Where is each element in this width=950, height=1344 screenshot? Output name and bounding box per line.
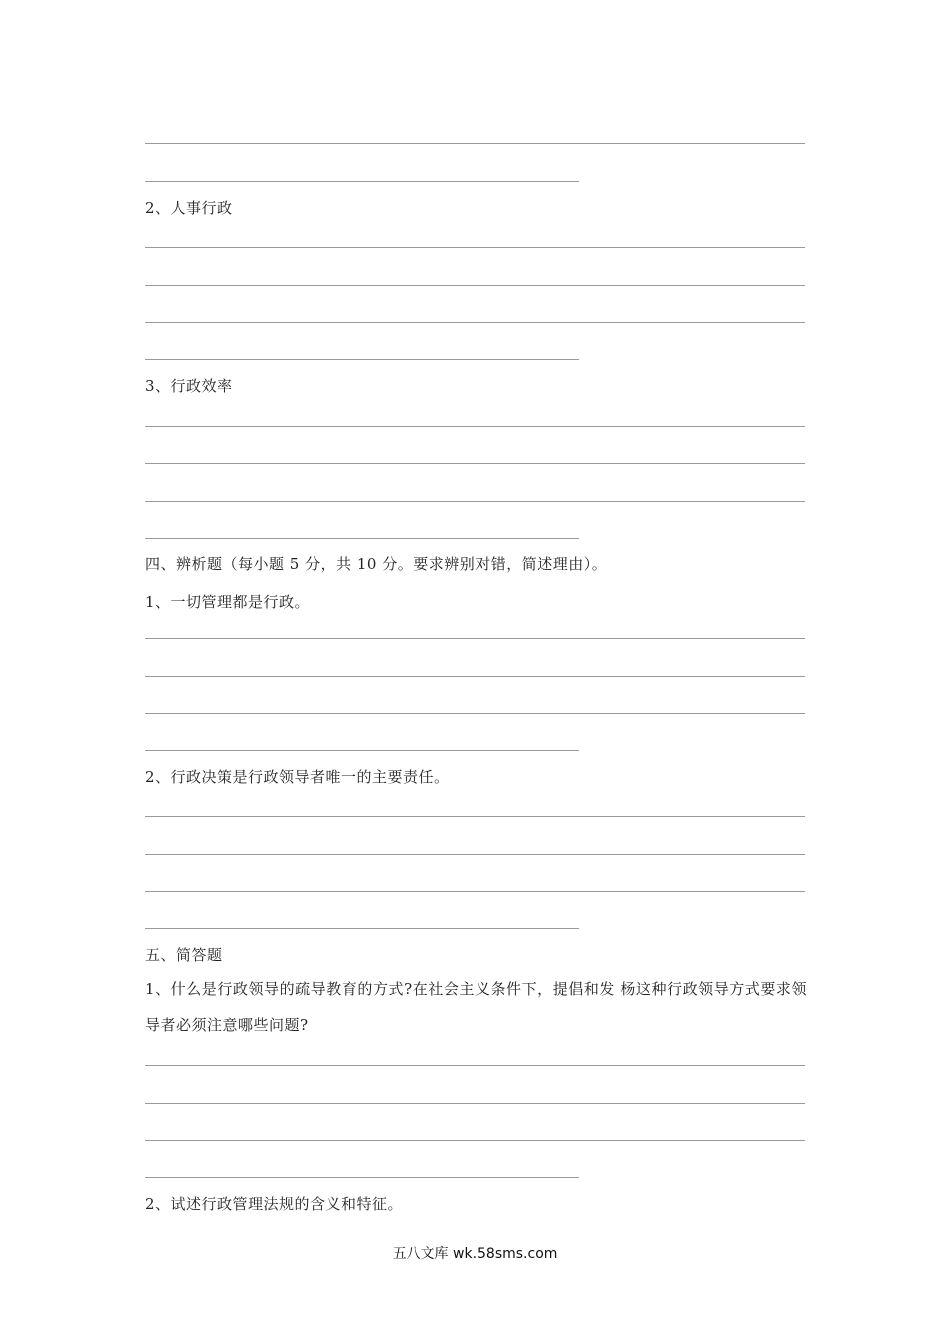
answer-line (145, 143, 805, 144)
answer-line (145, 713, 805, 714)
section-4-heading: 四、辨析题（每小题 5 分，共 10 分。要求辨别对错，简述理由）。 (145, 555, 608, 573)
question-administrative-efficiency: 3、行政效率 (145, 377, 233, 395)
answer-line (145, 322, 805, 323)
answer-line (145, 426, 805, 427)
answer-line (145, 501, 805, 502)
answer-line (145, 247, 805, 248)
answer-line (145, 181, 579, 182)
section-5-question-2: 2、试述行政管理法规的含义和特征。 (145, 1195, 404, 1213)
answer-line (145, 1177, 579, 1178)
answer-line (145, 891, 805, 892)
answer-line (145, 816, 805, 817)
answer-line (145, 285, 805, 286)
answer-line (145, 1103, 805, 1104)
answer-line (145, 359, 579, 360)
section-4-question-1: 1、一切管理都是行政。 (145, 593, 311, 611)
answer-line (145, 463, 805, 464)
answer-line (145, 928, 579, 929)
answer-line (145, 638, 805, 639)
answer-line (145, 676, 805, 677)
section-5-question-1: 1、什么是行政领导的疏导教育的方式?在社会主义条件下，提倡和发 杨这种行政领导方式要求领导者必须注意哪些问题? (145, 980, 807, 1034)
answer-line (145, 538, 579, 539)
section-4-question-2: 2、行政决策是行政领导者唯一的主要责任。 (145, 768, 450, 786)
answer-line (145, 750, 579, 751)
section-5-heading: 五、简答题 (145, 946, 223, 964)
answer-line (145, 1140, 805, 1141)
answer-line (145, 854, 805, 855)
footer-source: 五八文库 wk.58sms.com (392, 1246, 558, 1262)
answer-line (145, 1065, 805, 1066)
question-personnel-administration: 2、人事行政 (145, 199, 233, 217)
